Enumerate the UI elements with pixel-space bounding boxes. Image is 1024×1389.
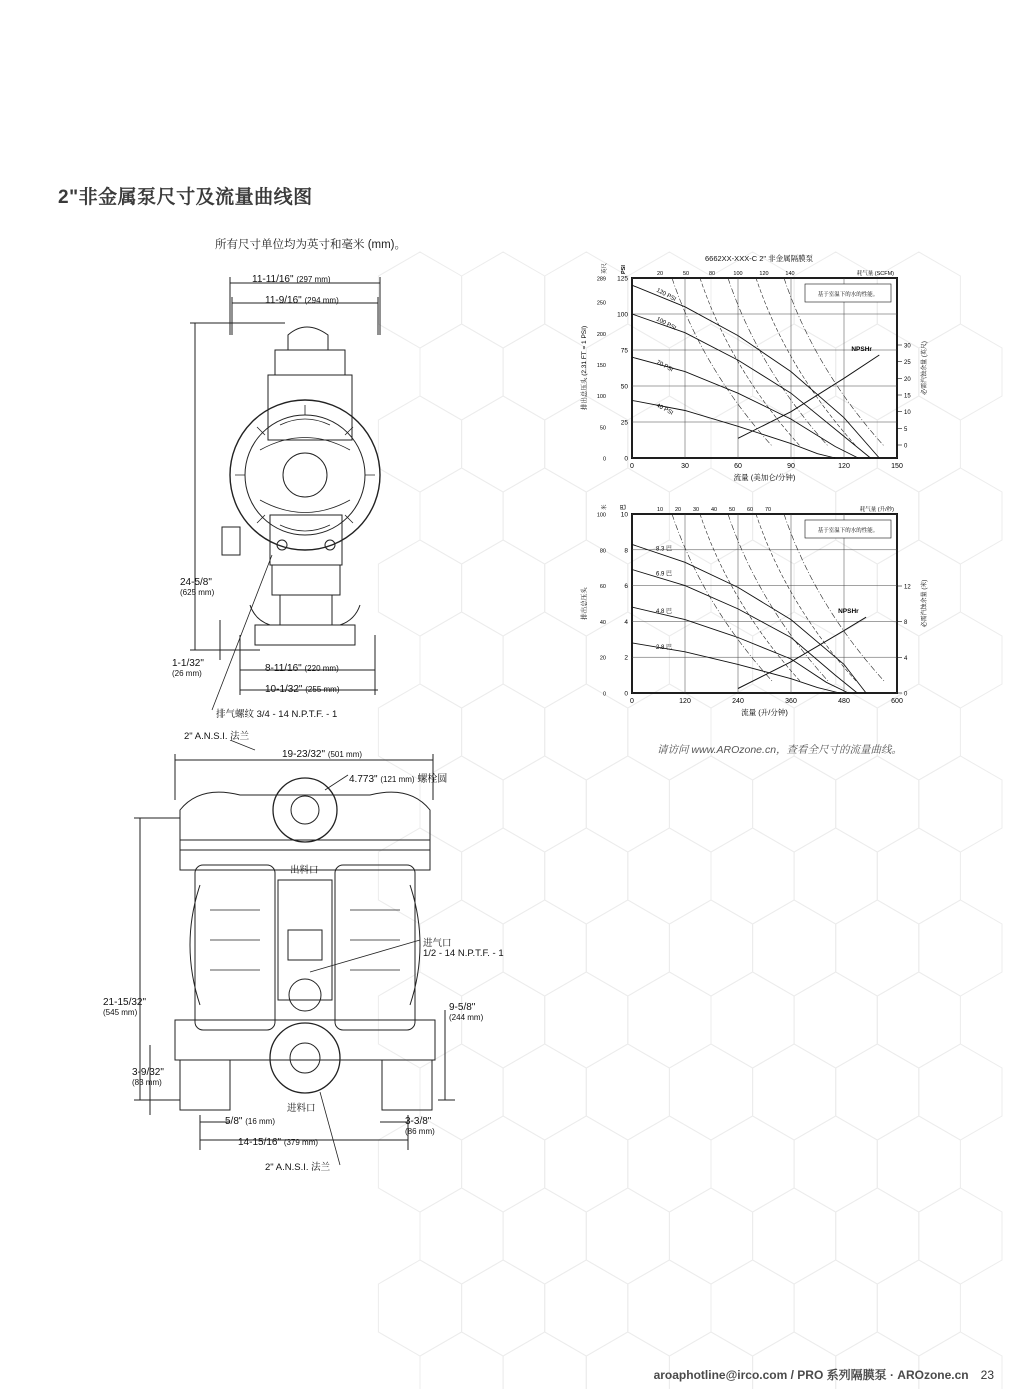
npsh-curve-line (738, 355, 879, 438)
hexagon-shape (420, 1332, 503, 1389)
y-right-tick-label: 30 (904, 343, 911, 350)
note-text: 基于室温下的水的性能。 (817, 292, 879, 298)
x-tick-label: 30 (681, 463, 689, 470)
hexagon-shape (919, 1044, 1002, 1140)
y-outer-unit-label: 英尺 (602, 262, 608, 274)
y-tick-label: 50 (620, 383, 628, 391)
hexagon-shape (669, 1188, 752, 1284)
top-tick-label: 120 (759, 271, 769, 277)
hexagon-shape (628, 972, 711, 1068)
hexagon-shape (753, 1188, 836, 1284)
top-tick-label: 40 (710, 507, 718, 513)
pressure-curve-label: 6.9 巴 (656, 571, 673, 578)
y-outer-tick-label: 0 (602, 691, 606, 698)
exhaust-thread-callout: 排气螺纹 3/4 - 14 N.P.T.F. - 1 (216, 709, 338, 720)
pressure-curve-label: 40 PSI (655, 402, 674, 417)
y-tick-label: 10 (620, 511, 628, 519)
dim-height: 24-5/8" (625 mm) (180, 577, 215, 597)
dim-base-width: 14-15/16" (379 mm) (238, 1137, 319, 1148)
hexagon-shape (836, 900, 919, 996)
y-right-axis-label: 必需汽蚀余量 (英尺) (922, 341, 928, 395)
x-axis-label: 流量 (升/分钟) (741, 708, 788, 717)
y-inner-unit-label: PSI (621, 265, 627, 274)
hexagon-shape (877, 1260, 960, 1356)
hexagon-shape (628, 828, 711, 924)
hexagon-shape (794, 972, 877, 1068)
air-inlet-thread: 1/2 - 14 N.P.T.F. - 1 (423, 948, 504, 959)
hexagon-shape (462, 252, 545, 348)
flange-top-callout: 2" A.N.S.I. 法兰 (184, 731, 250, 742)
dim-right: 3-3/8" (86 mm) (405, 1116, 435, 1136)
page-number: 23 (980, 1368, 994, 1382)
hexagon-shape (753, 756, 836, 852)
y-outer-tick-label: 200 (596, 331, 606, 338)
air-consumption-curve (756, 514, 856, 681)
top-tick-label: 70 (764, 507, 772, 513)
hexagon-shape (586, 756, 669, 852)
dim-small: 5/8" (16 mm) (225, 1116, 276, 1127)
dim-width-outer: 11-11/16" (297 mm) (252, 274, 331, 285)
hexagon-shape (919, 756, 1002, 852)
hexagon-shape (503, 1188, 586, 1284)
dim-top-width: 19-23/32" (501 mm) (282, 749, 363, 760)
pressure-curve-label: 120 PSI (655, 287, 677, 303)
hexagon-shape (462, 540, 545, 636)
x-tick-label: 90 (787, 463, 795, 470)
hexagon-shape (669, 756, 752, 852)
hexagon-shape (877, 828, 960, 924)
hexagon-shape (462, 396, 545, 492)
x-tick-label: 120 (838, 463, 850, 470)
y-right-tick-label: 0 (904, 443, 908, 450)
hexagon-shape (545, 828, 628, 924)
pressure-curve-label: 2.8 巴 (656, 644, 673, 651)
y-tick-label: 4 (624, 618, 628, 626)
hexagon-shape (877, 972, 960, 1068)
x-tick-label: 150 (891, 463, 903, 470)
y-tick-label: 25 (620, 419, 628, 427)
hexagon-shape (711, 828, 794, 924)
y-tick-label: 0 (624, 455, 628, 463)
top-tick-label: 10 (656, 507, 664, 513)
dim-side: 9-5/8" (244 mm) (449, 1002, 484, 1022)
y-right-tick-label: 25 (904, 360, 911, 367)
npsh-curve-label: NPSHr (851, 346, 872, 353)
y-right-tick-label: 15 (904, 393, 911, 400)
hexagon-shape (794, 828, 877, 924)
top-tick-label: 20 (656, 271, 664, 277)
flange-bottom-callout: 2" A.N.S.I. 法兰 (265, 1162, 331, 1173)
npsh-curve-line (738, 617, 866, 688)
npsh-curve-label: NPSHr (838, 608, 859, 616)
hexagon-shape (753, 1044, 836, 1140)
hexagon-shape (628, 1260, 711, 1356)
flow-curve-chart-us (570, 260, 950, 485)
hexagon-shape (836, 1044, 919, 1140)
x-tick-label: 360 (785, 698, 797, 705)
hexagon-shape (669, 1044, 752, 1140)
hexagon-shape (545, 1116, 628, 1212)
air-consumption-curve (700, 514, 800, 681)
y-outer-tick-label: 80 (599, 548, 606, 555)
pressure-curve-label: 4.8 巴 (656, 609, 673, 616)
hexagon-shape (378, 1260, 461, 1356)
page-footer (654, 1366, 994, 1383)
dim-width-inner: 11-9/16" (294 mm) (265, 295, 339, 306)
x-tick-label: 0 (630, 698, 634, 705)
note-text: 基于室温下的水的性能。 (817, 528, 879, 534)
x-tick-label: 120 (679, 698, 691, 705)
dim-base-outer: 10-1/32" (255 mm) (265, 684, 340, 695)
y-right-tick-label: 12 (904, 584, 911, 591)
hexagon-shape (836, 756, 919, 852)
top-axis-label: 耗气量 (升/秒) (859, 507, 894, 513)
y-outer-tick-label: 40 (599, 619, 606, 626)
y-outer-tick-label: 50 (599, 425, 606, 432)
pump-front-view-drawing (160, 265, 410, 725)
y-right-tick-label: 5 (904, 426, 908, 433)
inlet-label: 进料口 (287, 1103, 316, 1114)
hexagon-shape (420, 1188, 503, 1284)
x-axis-label: 流量 (美加仑/分钟) (733, 473, 796, 482)
hexagon-shape (628, 1116, 711, 1212)
y-right-tick-label: 4 (904, 655, 908, 662)
y-tick-label: 100 (617, 311, 628, 319)
y-outer-tick-label: 150 (596, 362, 606, 369)
hexagon-shape (711, 1116, 794, 1212)
hexagon-shape (420, 468, 503, 564)
x-tick-label: 600 (891, 698, 903, 705)
hexagon-shape (586, 1188, 669, 1284)
bolt-circle-callout: 4.773" (121 mm) 螺栓圆 (349, 774, 448, 785)
hexagon-shape (420, 324, 503, 420)
air-consumption-curve (672, 278, 772, 446)
x-tick-label: 60 (734, 463, 742, 470)
outlet-label: 出料口 (290, 865, 319, 876)
y-tick-label: 0 (624, 690, 628, 698)
y-right-tick-label: 10 (904, 410, 911, 417)
y-outer-tick-label: 0 (602, 456, 606, 463)
top-axis-label: 耗气量 (SCFM) (856, 271, 894, 277)
dim-base-inner: 8-11/16" (220 mm) (265, 663, 339, 674)
footer-text: aroaphotline@irco.com / PRO 系列隔膜泵 · AROzone.cn (653, 1368, 969, 1382)
top-tick-label: 20 (674, 507, 682, 513)
pressure-curve-label: 70 PSI (655, 359, 674, 374)
y-tick-label: 6 (624, 583, 628, 591)
air-inlet-label: 进气口 (423, 938, 452, 949)
hexagon-shape (794, 1116, 877, 1212)
page-title: 2"非金属泵尺寸及流量曲线图 (58, 187, 313, 208)
top-tick-label: 100 (733, 271, 743, 277)
x-tick-label: 0 (630, 463, 634, 470)
pressure-curve-label: 8.3 巴 (656, 546, 673, 553)
air-consumption-curve (728, 278, 828, 446)
air-consumption-curve (700, 278, 800, 446)
y-outer-tick-label: 250 (596, 300, 606, 307)
y-right-axis-label: 必需汽蚀余量 (米) (922, 579, 928, 628)
y-outer-tick-label: 100 (596, 512, 606, 519)
pressure-curve-label: 100 PSI (655, 316, 677, 332)
y-outer-tick-label: 60 (599, 584, 606, 591)
air-consumption-curve (672, 514, 772, 681)
y-axis-label: 排出总压头 (2.31 FT = 1 PSI) (581, 325, 588, 411)
y-tick-label: 8 (624, 547, 628, 555)
top-tick-label: 30 (692, 507, 700, 513)
y-axis-label: 排出总压头 (581, 587, 588, 620)
hexagon-shape (420, 612, 503, 708)
hexagon-shape (877, 1116, 960, 1212)
flow-curve-chart-metric (570, 500, 950, 720)
hexagon-shape (794, 1260, 877, 1356)
y-outer-tick-label: 20 (599, 655, 606, 662)
dim-base-height: 1-1/32" (26 mm) (172, 658, 204, 678)
y-right-tick-label: 8 (904, 620, 908, 627)
units-note: 所有尺寸单位均为英寸和毫米 (mm)。 (215, 239, 407, 251)
hexagon-shape (545, 972, 628, 1068)
air-consumption-curve (756, 278, 856, 446)
hexagon-shape (586, 900, 669, 996)
pressure-curve-line (632, 570, 857, 694)
hexagon-shape (753, 900, 836, 996)
hexagon-shape (462, 1260, 545, 1356)
visit-note: 请访问 www.AROzone.cn，查看全尺寸的流量曲线。 (657, 744, 903, 756)
hexagon-shape (711, 972, 794, 1068)
pressure-curve-line (632, 544, 866, 693)
y-right-tick-label: 0 (904, 691, 908, 698)
dim-low: 3-9/32" (83 mm) (132, 1067, 164, 1087)
top-tick-label: 80 (708, 271, 716, 277)
y-tick-label: 75 (620, 347, 628, 355)
hexagon-shape (711, 1260, 794, 1356)
top-tick-label: 60 (746, 507, 754, 513)
y-outer-unit-label: 米 (602, 504, 608, 510)
hexagon-shape (919, 900, 1002, 996)
chart-title: 6662XX-XXX-C 2" 非金属隔膜泵 (705, 254, 814, 263)
hexagon-shape (503, 1332, 586, 1389)
x-tick-label: 480 (838, 698, 850, 705)
top-tick-label: 50 (682, 271, 690, 277)
y-inner-unit-label: 巴 (621, 504, 627, 510)
y-tick-label: 125 (617, 275, 628, 283)
hexagon-shape (669, 900, 752, 996)
hexagon-shape (919, 1188, 1002, 1284)
dim-top-height: 21-15/32" (545 mm) (103, 997, 147, 1017)
top-tick-label: 140 (785, 271, 795, 277)
x-tick-label: 240 (732, 698, 744, 705)
y-outer-tick-label: 289 (596, 276, 606, 283)
top-tick-label: 50 (728, 507, 736, 513)
y-right-tick-label: 20 (904, 376, 911, 383)
y-tick-label: 2 (624, 654, 628, 662)
y-outer-tick-label: 100 (596, 394, 606, 401)
hexagon-shape (545, 1260, 628, 1356)
hexagon-shape (586, 1044, 669, 1140)
hexagon-shape (836, 1188, 919, 1284)
